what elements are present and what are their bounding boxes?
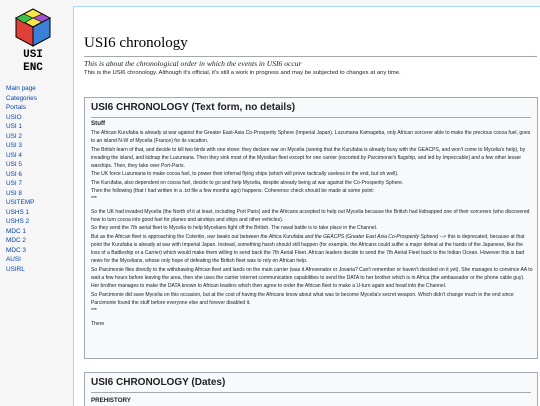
paragraph: So Parcimonie flies directly to the withdrawing African fleet and lands on the main carrier (was it Afrovenator or Jovaria? Can't remember or haven't decided on it yet). She manages to convince AA to wait a few hours before leaving the area, then she uses the carrier internet communication capabilities to send the DATA to her brother which is in Africa (the ambassador or the phone cable guy). Her brother manages to make the DATA known to African leaders which then agree to order the African fleet to make a U-turn again and head into the Channel.	[91, 266, 533, 290]
sidebar-item-ushs-2[interactable]: USHS 2	[6, 218, 30, 225]
sidebar-item-portals[interactable]: Portals	[6, 104, 26, 111]
logo-text-line2: ENC	[23, 62, 43, 74]
sidebar-item-usi-3[interactable]: USI 3	[6, 142, 22, 149]
separator-text: ***	[91, 196, 97, 203]
italic-text: war beaks out between the Africa Kurufaba and the GEACPS (Greater East Asia Co-Prosperity Sphere)	[207, 233, 439, 240]
sidebar-item-categories[interactable]: Categories	[6, 94, 37, 102]
sidebar-item-usi-7[interactable]: USI 7	[6, 180, 22, 187]
subsection-heading: Stuff	[91, 120, 106, 127]
sidebar-navigation	[6, 84, 64, 274]
separator-text: ***	[91, 308, 97, 315]
cube-logo-icon	[12, 6, 54, 48]
site-logo[interactable]	[4, 6, 62, 78]
sidebar-item-main-page[interactable]: Main page	[6, 85, 36, 92]
paragraph-text: But as the African fleet is approaching the Cotentin,	[91, 233, 206, 240]
paragraph: Then the following (that I had written in a .txt file a few months ago) happens. Coherence check should be made at some point:	[91, 188, 375, 195]
paragraph: So Parcimonie did save Mycelia on this occasion, but at the cost of having the Africans know about what was to become Mycelia's secret weapon. Which didn't change much in the end since Parcimonie found the stuff before everyone else and forever disabled it.	[91, 291, 514, 306]
sidebar-item-usi-2[interactable]: USI 2	[6, 132, 22, 140]
section-body	[91, 129, 533, 328]
sidebar-item-usi-6[interactable]: USI 6	[6, 170, 22, 178]
sidebar-item-usirl[interactable]: USIRL	[6, 265, 25, 273]
section-divider	[91, 117, 531, 118]
sidebar-item-mdc-2[interactable]: MDC 2	[6, 237, 26, 244]
sidebar-item-usi-1[interactable]: USI 1	[6, 123, 22, 130]
paragraph: The Kurufaba, also dependent on cocoa fuel, decide to go and help Mycelia, despite already being at war against the Co-Prosperity Sphere.	[91, 179, 404, 186]
sidebar-item-ausi[interactable]: AUSI	[6, 256, 21, 263]
sidebar-item-usi-4[interactable]: USI 4	[6, 151, 22, 159]
intro-text: This is the USI6 chronology. Although it's official, it's still a work in progress and may be subjected to changes at any time.	[84, 70, 401, 76]
paragraph: So the UK had invaded Mycelia (the North of it at least, including Port Paris) and the Africans accepted to help out Mycelia because the British had kidnapped one of their sorcerers (who discovered how to turn cocoa into good fuel for planes and airships and ships and other vehicles).	[91, 208, 530, 223]
section-divider	[91, 392, 531, 393]
sidebar-item-usi-5[interactable]: USI 5	[6, 161, 22, 168]
section-heading: USI6 CHRONOLOGY (Text form, no details)	[91, 102, 296, 113]
sidebar-item-mdc-1[interactable]: MDC 1	[6, 227, 26, 235]
paragraph: So they send the 7th aerial fleet to Mycelia to help Mycelians fight off the British. The naval battle is to take place in the Channel.	[91, 225, 378, 232]
title-divider	[84, 56, 537, 57]
paragraph	[91, 233, 533, 266]
sidebar-item-usi-8[interactable]: USI 8	[6, 189, 22, 197]
sidebar-item-ushs-1[interactable]: USHS 1	[6, 208, 30, 216]
page-subtitle: This is about the chronological order in which the events in USI6 occur	[84, 59, 302, 68]
sidebar-item-mdc-3[interactable]: MDC 3	[6, 246, 26, 254]
paragraph: The African Kurufaba is already at war against the Greater East-Asia Co-Prosperity Sphere (Imperial Japan). Luzumana Kamageba, only African sorcerer able to make the precious cocoa fuel, goes to an island N-W of Mycelia (France) for its vacation.	[91, 130, 531, 145]
logo-text-line1: USI	[23, 49, 43, 61]
paragraph: There	[91, 320, 105, 327]
section-dates-chronology	[84, 372, 538, 406]
page-title: USI6 chronology	[84, 35, 188, 51]
sidebar-item-usitemp[interactable]: USITEMP	[6, 199, 35, 206]
paragraph: The UK force Luzumana to make cocoa fuel, to power their infernal flying ships (which will prove tactically useless in the end, but oh well).	[91, 171, 399, 178]
paragraph-text: --> this is deprecated, because at that point the Kurufaba is already at war with Imperial Japan. Instead, something harsh should still happen (for example, the Africans could suffer a major defeat at the hands of the Japanese, like the loss of a Battleship or a Carrier) which would make them willing to send back the 7th Aerial Fleet. African leaders decide to send the 7th Aerial Fleet back to the Indian Ocean. However this is bad news for the Mycelians, whose only hope of defeating the British fleet was to rely on African help.	[91, 233, 525, 265]
section-text-chronology	[84, 97, 538, 359]
paragraph: The British learn of that, and decide to kill two birds with one stone: they declare war on Mycelia (seeing that the Kurufaba is already busy with the GEACPS, and won't come to Mycelia's help), by invading the island, and kidnap the Luzumana. Then they sink most of the Mycelian fleet except for one carrier (escorted by Parcimonie's flagship, and led by Impeccable) and a few other lesser warships. Then, they take over Port-Paris.	[91, 146, 526, 170]
main-content	[73, 6, 540, 406]
sidebar-item-usio[interactable]: USIO	[6, 113, 22, 121]
section-heading: USI6 CHRONOLOGY (Dates)	[91, 377, 226, 388]
subsection-heading: PREHISTORY	[91, 397, 131, 404]
